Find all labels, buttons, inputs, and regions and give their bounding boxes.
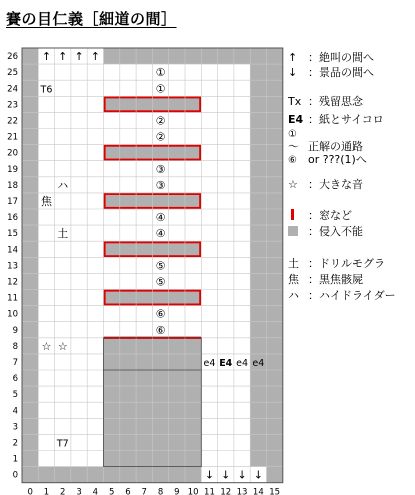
legend-item-down-arrow: ↓ ：景品の間へ [288, 66, 374, 79]
legend-item-e4: E4 ：紙とサイコロ [288, 113, 384, 126]
y-axis-label: 11 [7, 293, 18, 304]
legend-item-up-arrow: ↑ ：絶叫の間へ [288, 51, 374, 64]
y-axis-label: 8 [12, 341, 18, 352]
x-axis-label: 9 [174, 487, 180, 495]
cell-mark: ↑ [74, 50, 84, 64]
y-axis-label: 1 [12, 454, 18, 465]
top-wall [104, 48, 251, 64]
cell-mark: ↓ [204, 468, 215, 482]
down-arrow-icon: ↓ [288, 66, 298, 79]
cell-mark: ハ [57, 178, 69, 192]
y-axis-label: 12 [7, 277, 18, 288]
red-bar-icon [291, 209, 294, 220]
y-axis-label: 21 [7, 132, 18, 143]
x-axis-label: 10 [187, 487, 199, 495]
cell-mark: T7 [56, 438, 69, 450]
x-axis-label: 8 [157, 487, 164, 495]
cell-mark: ↓ [221, 468, 231, 482]
legend-item-window: ：窓など [288, 209, 352, 223]
y-axis-label: 13 [7, 261, 18, 272]
x-axis-label: 5 [108, 487, 115, 495]
cell-mark: ② [155, 130, 166, 144]
y-axis-label: 3 [12, 422, 18, 433]
cell-mark: ⑥ [155, 323, 166, 337]
gray-box-icon [288, 226, 298, 236]
cell-mark: ① [155, 66, 166, 80]
y-axis-label: 16 [7, 213, 18, 224]
cell-mark: ⑥ [155, 307, 166, 321]
legend-item-charred-corpse: 焦 ：黒焦骸屍 [288, 273, 363, 286]
legend-item-circle-6: ⑥ or ???(1)へ [288, 153, 367, 166]
x-axis-label: 14 [252, 487, 264, 495]
y-axis-label: 18 [7, 180, 18, 191]
x-axis-label: 12 [220, 487, 232, 495]
up-arrow-icon: ↑ [288, 51, 298, 64]
y-axis-label: 23 [7, 100, 18, 111]
x-axis-label: 4 [92, 487, 99, 495]
x-axis-label: 6 [125, 487, 131, 495]
y-axis-label: 2 [12, 438, 18, 449]
y-axis-label: 20 [7, 148, 18, 159]
cell-mark: E4 [219, 357, 233, 369]
y-axis-label: 25 [7, 68, 18, 79]
cell-mark: e4 [203, 357, 216, 369]
legend-item-hydrider: ハ ：ハイドライダー [288, 289, 396, 302]
y-axis-label: 22 [7, 116, 18, 127]
y-axis-label: 9 [12, 325, 18, 336]
y-axis-label: 26 [7, 52, 18, 63]
cell-mark: ↓ [253, 468, 263, 482]
cell-mark: T6 [40, 84, 53, 96]
x-axis-label: 11 [204, 487, 215, 495]
cell-mark: ⑤ [155, 259, 166, 273]
cell-mark: 焦 [40, 194, 52, 208]
cell-mark: ☆ [41, 339, 52, 353]
legend-item-drill-mole: 土 ：ドリルモグラ [288, 257, 385, 270]
cell-mark: 土 [57, 227, 69, 241]
bottom-wall [22, 467, 201, 483]
legend-item-tx: Tx ：残留思念 [288, 95, 363, 108]
x-axis-label: 13 [236, 487, 248, 495]
x-axis-label: 1 [43, 487, 50, 495]
y-axis-label: 0 [12, 470, 18, 481]
cell-mark: ↑ [41, 50, 52, 64]
x-axis-label: 3 [76, 487, 82, 495]
cell-mark: ☆ [57, 339, 68, 353]
cell-mark: ③ [155, 178, 166, 192]
star-icon: ☆ [288, 178, 298, 191]
y-axis-label: 15 [7, 229, 18, 240]
cell-mark: ↑ [58, 50, 68, 64]
legend-item-circle-1: ① [288, 129, 297, 140]
y-axis-label: 24 [7, 84, 18, 95]
y-axis-label: 14 [7, 245, 18, 256]
y-axis-label: 6 [12, 374, 18, 385]
cell-mark: ③ [155, 162, 166, 176]
cell-mark: ↑ [90, 50, 100, 64]
cell-mark: e4 [236, 357, 248, 369]
y-axis-label: 19 [7, 164, 18, 175]
y-axis-label: 4 [12, 406, 18, 417]
legend-item-blocked: ：侵入不能 [288, 225, 363, 239]
right-inner-wall [250, 64, 266, 467]
x-axis-label: 7 [141, 487, 147, 495]
x-axis-label: 2 [60, 487, 66, 495]
y-axis-label: 5 [12, 390, 18, 401]
legend-item-path-range: ～ 正解の通路 [288, 140, 363, 153]
cell-mark: ① [155, 82, 166, 96]
x-axis-label: 15 [269, 487, 281, 495]
cell-mark: e4 [252, 357, 265, 369]
y-axis-label: 7 [12, 357, 18, 368]
cell-mark: ④ [155, 227, 166, 241]
legend-item-star: ☆ ：大きな音 [288, 178, 363, 191]
y-axis-label: 10 [7, 309, 18, 320]
cell-mark: ④ [155, 211, 166, 225]
y-axis-label: 17 [7, 196, 18, 207]
cell-mark: ⑤ [155, 275, 166, 289]
x-axis-label: 0 [27, 487, 33, 495]
cell-mark: ② [155, 114, 166, 128]
page-title: 賽の目仁義［細道の間］ [6, 10, 177, 28]
cell-mark: ↓ [237, 468, 247, 482]
